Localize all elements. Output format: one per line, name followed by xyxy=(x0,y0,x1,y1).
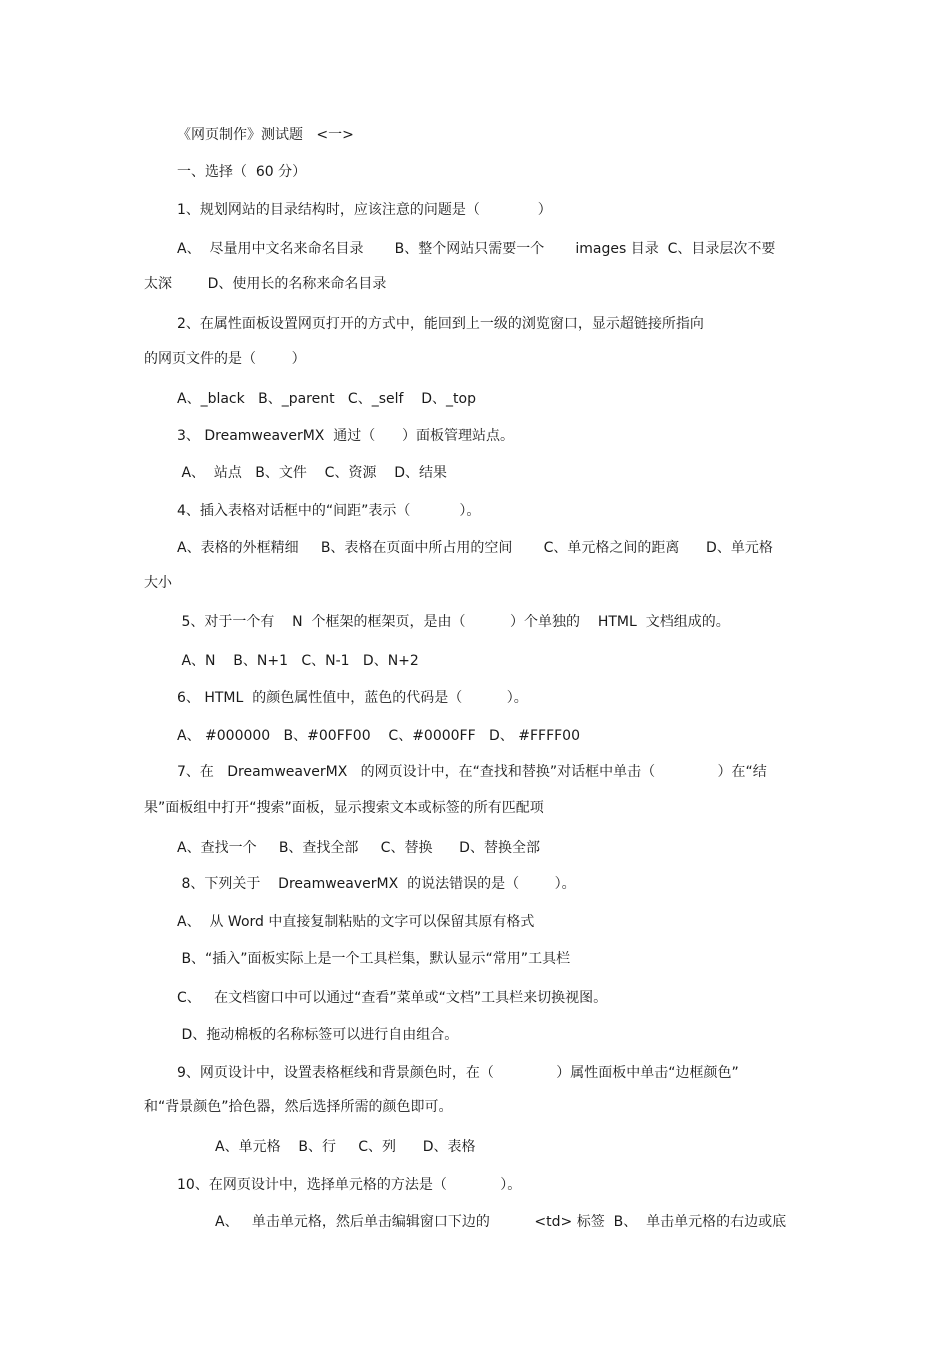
question-4: 4、插入表格对话框中的“间距”表示（ ）。 xyxy=(177,503,481,519)
question-9-options: A、单元格 B、行 C、列 D、表格 xyxy=(215,1139,476,1155)
question-8-option-a: A、 从 Word 中直接复制粘贴的文字可以保留其原有格式 xyxy=(177,914,535,930)
question-8-option-d: D、拖动棉板的名称标签可以进行自由组合。 xyxy=(177,1027,459,1043)
question-5-options: A、N B、N+1 C、N-1 D、N+2 xyxy=(177,653,419,669)
question-4-options-cont: 大小 xyxy=(144,575,172,591)
question-7: 7、在 DreamweaverMX 的网页设计中，在“查找和替换”对话框中单击（ ）在“结 xyxy=(177,764,767,780)
question-6-options: A、 #000000 B、#00FF00 C、#0000FF D、 #FFFF00 xyxy=(177,728,580,744)
question-4-options: A、表格的外框精细 B、表格在页面中所占用的空间 C、单元格之间的距离 D、单元格 xyxy=(177,540,773,556)
document-title: 《网页制作》测试题 <一> xyxy=(177,127,354,143)
question-7-cont: 果”面板组中打开“搜索”面板，显示搜索文本或标签的所有匹配项 xyxy=(144,800,544,816)
question-10: 10、在网页设计中，选择单元格的方法是（ ）。 xyxy=(177,1177,522,1193)
question-2-options: A、_black B、_parent C、_self D、_top xyxy=(177,391,476,407)
question-2-cont: 的网页文件的是（ ） xyxy=(144,351,306,367)
question-7-options: A、查找一个 B、查找全部 C、替换 D、替换全部 xyxy=(177,840,540,856)
question-6: 6、 HTML 的颜色属性值中，蓝色的代码是（ ）。 xyxy=(177,690,528,706)
question-1-options: A、 尽量用中文名来命名目录 B、整个网站只需要一个 images 目录 C、目录层次不要 xyxy=(177,241,776,257)
section-heading: 一、选择（ 60 分） xyxy=(177,164,307,180)
question-8-option-c: C、 在文档窗口中可以通过“查看”菜单或“文档”工具栏来切换视图。 xyxy=(177,990,608,1006)
question-2: 2、在属性面板设置网页打开的方式中，能回到上一级的浏览窗口，显示超链接所指向 xyxy=(177,316,704,332)
question-3: 3、 DreamweaverMX 通过（ ）面板管理站点。 xyxy=(177,428,514,444)
question-8: 8、下列关于 DreamweaverMX 的说法错误的是（ ）。 xyxy=(177,876,576,892)
question-9-cont: 和“背景颜色”拾色器，然后选择所需的颜色即可。 xyxy=(144,1099,453,1115)
question-10-options: A、 单击单元格，然后单击编辑窗口下边的 <td> 标签 B、 单击单元格的右边或底 xyxy=(215,1214,787,1230)
question-5: 5、对于一个有 N 个框架的框架页，是由（ ）个单独的 HTML 文档组成的。 xyxy=(177,614,730,630)
question-1: 1、规划网站的目录结构时，应该注意的问题是（ ） xyxy=(177,202,552,218)
question-3-options: A、 站点 B、文件 C、资源 D、结果 xyxy=(177,465,448,481)
question-9: 9、网页设计中，设置表格框线和背景颜色时，在（ ）属性面板中单击“边框颜色” xyxy=(177,1065,739,1081)
question-8-option-b: B、“插入”面板实际上是一个工具栏集，默认显示“常用”工具栏 xyxy=(177,951,571,967)
question-1-options-cont: 太深 D、使用长的名称来命名目录 xyxy=(144,276,387,292)
